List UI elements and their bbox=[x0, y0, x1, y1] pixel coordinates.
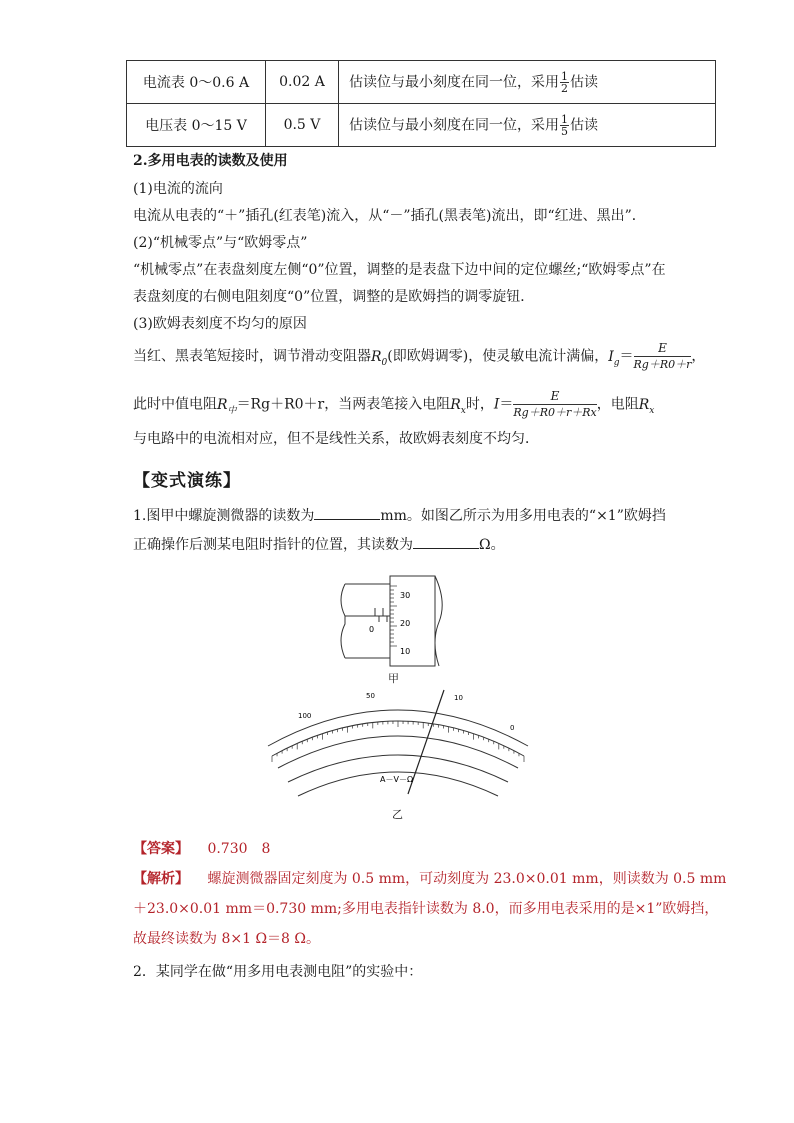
tick-label: 10 bbox=[400, 647, 411, 656]
rule-text: 估读位与最小刻度在同一位，采用 bbox=[349, 117, 559, 133]
micrometer-figure bbox=[335, 572, 455, 672]
rule-suffix: 估读 bbox=[570, 117, 598, 133]
fraction bbox=[560, 114, 569, 137]
tick-label: 30 bbox=[400, 591, 411, 600]
dial-label: 0 bbox=[510, 724, 515, 732]
analysis-text: 螺旋测微器固定刻度为 0.5 mm，可动刻度为 23.0×0.01 mm，则读数为 0.5 mm bbox=[207, 871, 727, 887]
rule-suffix: 估读 bbox=[570, 74, 598, 90]
analysis-line-3: 故最终读数为 8×1 Ω＝8 Ω。 bbox=[133, 931, 321, 947]
meter-cell: 电压表 0～15 V bbox=[127, 104, 266, 147]
answer-label: 【答案】 bbox=[133, 841, 189, 857]
meter-cell: 电流表 0～0.6 A bbox=[127, 61, 266, 104]
formula-den: Rg＋R0＋r bbox=[633, 358, 692, 371]
answer-line bbox=[133, 838, 270, 858]
rule-text: 估读位与最小刻度在同一位，采用 bbox=[349, 74, 559, 90]
paragraph: 电流从电表的“＋”插孔(红表笔)流入，从“－”插孔(黑表笔)流出，即“红进、黑出”． bbox=[133, 208, 646, 224]
paragraph: 表盘刻度的右侧电阻刻度“0”位置，调整的是欧姆挡的调零旋钮． bbox=[133, 289, 535, 305]
table-row bbox=[127, 104, 716, 147]
dial-pointer bbox=[408, 690, 444, 794]
rule-cell bbox=[339, 61, 716, 104]
analysis-line-1 bbox=[133, 868, 726, 888]
symbol-r0: $R_0$ bbox=[371, 348, 388, 368]
symbol-rx: $R_x$ bbox=[450, 396, 466, 416]
section-title: 2.多用电表的读数及使用 bbox=[133, 153, 288, 169]
answer-blank[interactable] bbox=[314, 505, 380, 520]
dial-label: 10 bbox=[454, 694, 463, 702]
formula-num: E bbox=[513, 388, 596, 405]
analysis-label: 【解析】 bbox=[133, 871, 189, 887]
symbol-rx: $R_x$ bbox=[638, 396, 655, 416]
meter-reading-table bbox=[126, 60, 716, 147]
symbol-rmid: $R_中$ bbox=[217, 396, 237, 416]
formula-fraction bbox=[634, 340, 692, 373]
dial-ticks bbox=[272, 721, 524, 762]
paragraph: 与电路中的电流相对应，但不是线性关系，故欧姆表刻度不均匀． bbox=[133, 431, 539, 447]
tick-label: 20 bbox=[400, 619, 411, 628]
division-cell: 0.02 A bbox=[266, 61, 339, 104]
dial-center-label: A－V－Ω bbox=[380, 775, 414, 784]
figure-label-b: 乙 bbox=[392, 808, 403, 821]
fraction bbox=[560, 71, 569, 94]
dial-label: 100 bbox=[298, 712, 312, 720]
fraction-num: 1 bbox=[561, 112, 568, 126]
rule-cell bbox=[339, 104, 716, 147]
text: 1.图甲中螺旋测微器的读数为 bbox=[133, 508, 315, 524]
symbol-i: I bbox=[493, 396, 500, 413]
question-1-line-2 bbox=[133, 534, 505, 554]
subsection-title: (2)“机械零点”与“欧姆零点” bbox=[133, 235, 308, 251]
text: 正确操作后测某电阻时指针的位置，其读数为 bbox=[133, 537, 413, 553]
subsection-title: (1)电流的流向 bbox=[133, 181, 223, 197]
formula-num: E bbox=[634, 340, 692, 357]
fraction-den: 2 bbox=[561, 81, 568, 95]
question-2: 2．某同学在做“用多用电表测电阻”的实验中： bbox=[133, 964, 423, 980]
multimeter-dial-figure bbox=[258, 684, 538, 804]
subsection-title: (3)欧姆表刻度不均匀的原因 bbox=[133, 316, 307, 332]
symbol-ig: $I_g$ bbox=[608, 348, 620, 368]
fraction-den: 5 bbox=[561, 124, 568, 138]
text: ，电阻 bbox=[596, 396, 639, 413]
formula-den: Rg＋R0＋r＋Rx bbox=[513, 406, 597, 419]
table-row bbox=[127, 61, 716, 104]
formula-fraction bbox=[513, 388, 596, 421]
dial-label: 50 bbox=[366, 692, 375, 700]
text: Ω。 bbox=[479, 537, 505, 553]
text: mm。如图乙所示为用多用电表的“×1”欧姆挡 bbox=[380, 508, 666, 524]
text: ＝Rg＋R0＋r，当两表笔接入电阻 bbox=[236, 396, 451, 413]
answer-text: 0.730 8 bbox=[207, 841, 271, 857]
paragraph-formula-1: 当红、黑表笔短接时，调节滑动变阻器$R_0$(即欧姆调零)，使灵敏电流计满偏，$I_g=$ $\frac{E}{Rg+R0+r}$ ， bbox=[133, 341, 706, 371]
text: 此时中值电阻 bbox=[133, 396, 217, 413]
paragraph-formula-2: 此时中值电阻$R_中=Rg+R0+r$，当两表笔接入电阻$R_x$时，I＝ $\frac{E}{Rg+R0+r+Rx}$ ，电阻$R_x$ bbox=[133, 389, 655, 419]
text: 当红、黑表笔短接时，调节滑动变阻器 bbox=[133, 348, 371, 365]
paragraph: “机械零点”在表盘刻度左侧“0”位置，调整的是表盘下边中间的定位螺丝;“欧姆零点”在 bbox=[133, 262, 666, 278]
practice-heading: 【变式演练】 bbox=[133, 471, 241, 491]
figure-label-a: 甲 bbox=[388, 672, 399, 685]
fraction-num: 1 bbox=[561, 69, 568, 83]
tick-label: 0 bbox=[369, 625, 375, 634]
division-cell: 0.5 V bbox=[266, 104, 339, 147]
text: 时， bbox=[465, 396, 494, 413]
text: (即欧姆调零)，使灵敏电流计满偏， bbox=[387, 348, 609, 365]
analysis-line-2: ＋23.0×0.01 mm＝0.730 mm;多用电表指针读数为 8.0，而多用电表采用的是×1”欧姆挡， bbox=[133, 901, 719, 917]
answer-blank[interactable] bbox=[413, 534, 479, 549]
question-1-line-1 bbox=[133, 505, 666, 525]
